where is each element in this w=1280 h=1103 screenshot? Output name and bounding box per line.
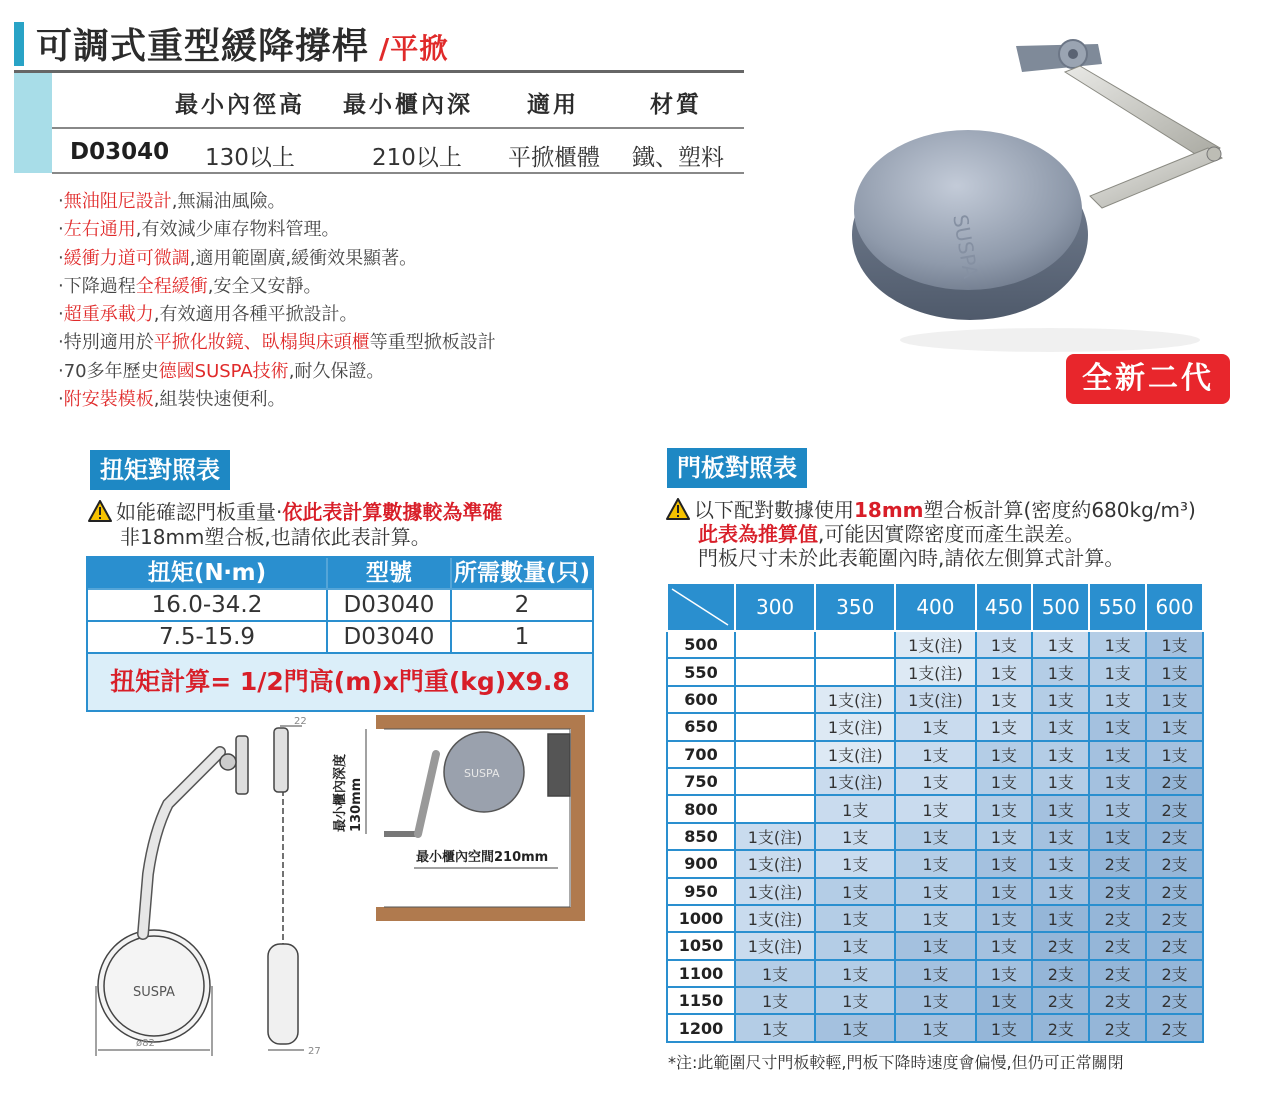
torque-col-torque: 扭矩(N‧m) bbox=[88, 558, 328, 590]
new-generation-badge: 全新二代 bbox=[1066, 354, 1230, 404]
door-cell: 1支 bbox=[976, 795, 1033, 822]
door-cell: 2支 bbox=[1032, 1014, 1089, 1041]
door-cell: 1支 bbox=[1089, 631, 1146, 658]
feature-item bbox=[58, 386, 678, 414]
feature-highlight: 左右通用 bbox=[63, 219, 136, 241]
feature-bullet: ‧ bbox=[58, 247, 64, 269]
door-cell: 1支 bbox=[735, 1014, 815, 1041]
spec-header-material: 材質 bbox=[650, 92, 702, 118]
door-cell: 1支 bbox=[735, 960, 815, 987]
door-cell: 1支 bbox=[895, 987, 975, 1014]
door-note-3: 門板尺寸未於此表範圍內時,請依左側算式計算。 bbox=[698, 546, 1125, 570]
title-subtitle: /平掀 bbox=[379, 32, 449, 65]
door-row-header: 1000 bbox=[667, 905, 735, 932]
door-cell: 2支 bbox=[1089, 960, 1146, 987]
door-cell: 1支(注) bbox=[735, 932, 815, 959]
table-row bbox=[88, 590, 592, 622]
title-text: 可調式重型緩降撐桿 bbox=[36, 26, 370, 67]
door-cell: 1支 bbox=[815, 823, 895, 850]
spec-header-min-depth: 最小櫃內深 bbox=[343, 92, 473, 118]
page-title bbox=[36, 18, 448, 69]
spec-min-depth: 210以上 bbox=[372, 145, 462, 171]
feature-item bbox=[58, 216, 678, 244]
door-cell: 1支(注) bbox=[895, 631, 975, 658]
door-cell: 1支 bbox=[1032, 768, 1089, 795]
door-cell: 1支 bbox=[976, 878, 1033, 905]
feature-highlight: 平掀化妝鏡、臥榻與床頭櫃 bbox=[153, 332, 370, 354]
torque-warn-text: 如能確認門板重量‧ bbox=[116, 500, 283, 524]
table-row bbox=[88, 622, 592, 654]
table-row bbox=[667, 713, 1203, 740]
door-cell: 2支 bbox=[1146, 905, 1203, 932]
dim-space: 最小櫃內空間210mm bbox=[416, 850, 549, 865]
door-cell: 1支(注) bbox=[895, 658, 975, 685]
feature-item bbox=[58, 358, 678, 386]
table-row bbox=[667, 1014, 1203, 1041]
door-cell: 1支 bbox=[895, 795, 975, 822]
door-cell: 2支 bbox=[1089, 850, 1146, 877]
feature-bullet: ‧ bbox=[58, 304, 64, 326]
door-cell: 1支 bbox=[895, 823, 975, 850]
spec-model: D03040 bbox=[70, 139, 170, 165]
door-cell: 1支 bbox=[895, 905, 975, 932]
door-note-2-red: 此表為推算值 bbox=[698, 522, 818, 546]
torque-section-label: 扭矩對照表 bbox=[90, 450, 230, 490]
door-cell: 1支 bbox=[815, 1014, 895, 1041]
torque-formula: 扭矩計算= 1/2門高(m)x門重(kg)X9.8 bbox=[88, 654, 592, 710]
door-section-label: 門板對照表 bbox=[667, 448, 807, 488]
header-rule bbox=[14, 70, 744, 73]
feature-text: ,有效適用各種平掀設計。 bbox=[153, 304, 358, 326]
door-cell: 1支 bbox=[1146, 658, 1203, 685]
door-cell: 1支 bbox=[976, 741, 1033, 768]
warning-icon bbox=[666, 498, 690, 520]
door-cell: 1支 bbox=[1032, 823, 1089, 850]
feature-item bbox=[58, 245, 678, 273]
door-row-header: 1050 bbox=[667, 932, 735, 959]
door-cell: 1支 bbox=[1032, 686, 1089, 713]
feature-bullet: ‧ bbox=[58, 275, 64, 297]
door-cell: 1支 bbox=[1032, 878, 1089, 905]
door-row-header: 800 bbox=[667, 795, 735, 822]
door-cell: 1支 bbox=[976, 850, 1033, 877]
door-row-header: 700 bbox=[667, 741, 735, 768]
door-cell: 2支 bbox=[1032, 960, 1089, 987]
door-cell: 2支 bbox=[1089, 1014, 1146, 1041]
door-cell: 1支 bbox=[976, 686, 1033, 713]
spec-rule-bottom bbox=[52, 172, 744, 174]
door-cell bbox=[735, 713, 815, 740]
feature-text: ,耐久保證。 bbox=[288, 360, 385, 382]
door-cell bbox=[735, 768, 815, 795]
door-table-header bbox=[667, 583, 1203, 631]
door-cell: 1支 bbox=[976, 658, 1033, 685]
door-cell bbox=[735, 658, 815, 685]
spec-header-usage: 適用 bbox=[527, 92, 579, 118]
door-row-header: 1150 bbox=[667, 987, 735, 1014]
door-cell: 1支 bbox=[1089, 686, 1146, 713]
feature-text: ,安全又安靜。 bbox=[207, 275, 322, 297]
door-cell: 1支 bbox=[1032, 905, 1089, 932]
door-cell: 1支 bbox=[1032, 658, 1089, 685]
feature-text: ,適用範圍廣,緩衝效果顯著。 bbox=[189, 247, 418, 269]
torque-warning bbox=[88, 500, 502, 550]
door-cell: 2支 bbox=[1089, 878, 1146, 905]
feature-text: ,無漏油風險。 bbox=[171, 191, 286, 212]
door-note-1: 以下配對數據使用 bbox=[694, 498, 854, 522]
door-cell: 1支 bbox=[815, 987, 895, 1014]
feature-highlight: 無油阻尼設計 bbox=[63, 191, 172, 212]
door-cell: 2支 bbox=[1089, 987, 1146, 1014]
feature-item bbox=[58, 329, 678, 357]
door-cell: 1支 bbox=[895, 932, 975, 959]
table-row bbox=[667, 905, 1203, 932]
door-cell: 2支 bbox=[1146, 932, 1203, 959]
table-row bbox=[667, 850, 1203, 877]
feature-text: ,組裝快速便利。 bbox=[153, 389, 286, 411]
door-col-header: 550 bbox=[1089, 583, 1146, 631]
feature-bullet: ‧ bbox=[58, 389, 64, 411]
product-photo bbox=[840, 30, 1260, 360]
table-row bbox=[667, 987, 1203, 1014]
door-cell: 1支 bbox=[1032, 631, 1089, 658]
door-cell: 1支 bbox=[895, 741, 975, 768]
dim-82: ø82 bbox=[136, 1038, 155, 1049]
door-cell: 1支 bbox=[976, 713, 1033, 740]
door-cell: 1支 bbox=[1089, 713, 1146, 740]
torque-model: D03040 bbox=[328, 622, 452, 654]
door-table-corner bbox=[667, 583, 735, 631]
torque-table-header bbox=[88, 558, 592, 590]
title-accent-bar bbox=[14, 22, 24, 66]
door-cell: 2支 bbox=[1146, 960, 1203, 987]
door-col-header: 350 bbox=[815, 583, 895, 631]
spec-min-height: 130以上 bbox=[205, 145, 295, 171]
door-cell: 1支(注) bbox=[815, 741, 895, 768]
door-cell: 1支 bbox=[1089, 741, 1146, 768]
door-cell bbox=[815, 658, 895, 685]
door-cell: 1支 bbox=[895, 713, 975, 740]
door-cell: 1支 bbox=[735, 987, 815, 1014]
door-cell: 2支 bbox=[1032, 932, 1089, 959]
feature-bullet: ‧ bbox=[58, 191, 64, 212]
drawing-brand-2: SUSPA bbox=[464, 767, 500, 780]
door-cell bbox=[815, 631, 895, 658]
dim-22: 22 bbox=[294, 716, 307, 727]
door-cell: 2支 bbox=[1146, 878, 1203, 905]
door-cell: 1支 bbox=[1089, 658, 1146, 685]
door-row-header: 900 bbox=[667, 850, 735, 877]
door-cell: 1支 bbox=[895, 768, 975, 795]
door-col-header: 300 bbox=[735, 583, 815, 631]
table-row bbox=[667, 878, 1203, 905]
door-col-header: 400 bbox=[895, 583, 975, 631]
torque-col-qty: 所需數量(只) bbox=[452, 558, 592, 590]
torque-table bbox=[86, 556, 594, 712]
table-row bbox=[667, 932, 1203, 959]
technical-drawing bbox=[88, 714, 588, 1064]
door-cell: 1支(注) bbox=[815, 686, 895, 713]
spec-header-min-height: 最小內徑高 bbox=[175, 92, 305, 118]
door-cell: 1支 bbox=[976, 631, 1033, 658]
door-cell: 1支 bbox=[976, 905, 1033, 932]
torque-range: 16.0-34.2 bbox=[88, 590, 328, 622]
door-cell: 1支 bbox=[1089, 823, 1146, 850]
door-cell: 1支 bbox=[976, 987, 1033, 1014]
door-cell: 1支 bbox=[895, 960, 975, 987]
door-cell: 1支 bbox=[815, 960, 895, 987]
door-cell: 1支 bbox=[815, 850, 895, 877]
door-cell: 1支 bbox=[1032, 850, 1089, 877]
door-cell: 2支 bbox=[1146, 850, 1203, 877]
door-cell: 1支 bbox=[1146, 741, 1203, 768]
door-cell: 1支 bbox=[1146, 631, 1203, 658]
feature-pre: 70多年歷史 bbox=[63, 360, 159, 382]
feature-highlight: 附安裝模板 bbox=[63, 389, 154, 411]
feature-highlight: 全程緩衝 bbox=[135, 275, 208, 297]
product-brand-emboss: SUSPA bbox=[948, 212, 983, 281]
door-cell: 1支 bbox=[976, 960, 1033, 987]
door-cell: 1支 bbox=[895, 878, 975, 905]
drawing-brand: SUSPA bbox=[133, 985, 175, 1000]
door-cell: 1支(注) bbox=[815, 713, 895, 740]
feature-list bbox=[58, 188, 678, 414]
feature-bullet: ‧ bbox=[58, 332, 64, 354]
door-cell: 1支(注) bbox=[735, 878, 815, 905]
door-cell: 2支 bbox=[1146, 987, 1203, 1014]
door-cell: 2支 bbox=[1146, 768, 1203, 795]
door-notes bbox=[666, 498, 1196, 570]
torque-col-model: 型號 bbox=[328, 558, 452, 590]
door-cell: 1支 bbox=[976, 932, 1033, 959]
door-cell: 1支 bbox=[1146, 686, 1203, 713]
door-note-1-post: 塑合板計算(密度約680kg/m³) bbox=[923, 498, 1196, 522]
spec-material: 鐵、塑料 bbox=[632, 145, 724, 171]
door-cell: 2支 bbox=[1089, 905, 1146, 932]
feature-text: 等重型掀板設計 bbox=[369, 332, 496, 354]
table-row bbox=[667, 658, 1203, 685]
door-cell bbox=[735, 741, 815, 768]
feature-item bbox=[58, 188, 678, 216]
dim-27: 27 bbox=[308, 1046, 321, 1057]
door-row-header: 550 bbox=[667, 658, 735, 685]
door-cell: 2支 bbox=[1032, 987, 1089, 1014]
feature-item bbox=[58, 301, 678, 329]
feature-bullet: ‧ bbox=[58, 360, 64, 382]
door-col-header: 450 bbox=[976, 583, 1033, 631]
torque-qty: 1 bbox=[452, 622, 592, 654]
door-table-footnote: *注:此範圍尺寸門板較輕,門板下降時速度會偏慢,但仍可正常關閉 bbox=[668, 1053, 1124, 1072]
torque-warn-red: 依此表計算數據較為準確 bbox=[282, 500, 503, 524]
door-cell: 2支 bbox=[1146, 823, 1203, 850]
door-note-2: ,可能因實際密度而產生誤差。 bbox=[818, 522, 1085, 546]
torque-warn-line2: 非18mm塑合板,也請依此表計算。 bbox=[120, 525, 431, 549]
door-note-1-red: 18mm bbox=[854, 498, 924, 522]
door-cell: 1支(注) bbox=[735, 905, 815, 932]
feature-text: ,有效減少庫存物料管理。 bbox=[135, 219, 340, 241]
door-row-header: 650 bbox=[667, 713, 735, 740]
door-row-header: 600 bbox=[667, 686, 735, 713]
spec-usage: 平掀櫃體 bbox=[508, 145, 600, 171]
table-row bbox=[667, 960, 1203, 987]
door-row-header: 1200 bbox=[667, 1014, 735, 1041]
door-cell: 1支 bbox=[976, 768, 1033, 795]
feature-pre: 特別適用於 bbox=[63, 332, 154, 354]
torque-range: 7.5-15.9 bbox=[88, 622, 328, 654]
table-row bbox=[667, 741, 1203, 768]
door-cell: 2支 bbox=[1089, 932, 1146, 959]
table-row bbox=[667, 768, 1203, 795]
door-col-header: 600 bbox=[1146, 583, 1203, 631]
door-cell: 1支(注) bbox=[735, 823, 815, 850]
feature-item bbox=[58, 273, 678, 301]
door-cell: 1支 bbox=[815, 795, 895, 822]
torque-qty: 2 bbox=[452, 590, 592, 622]
door-cell: 1支 bbox=[815, 905, 895, 932]
feature-highlight: 超重承載力 bbox=[63, 304, 154, 326]
door-cell: 1支 bbox=[976, 1014, 1033, 1041]
torque-model: D03040 bbox=[328, 590, 452, 622]
feature-bullet: ‧ bbox=[58, 219, 64, 241]
door-row-header: 500 bbox=[667, 631, 735, 658]
feature-highlight: 緩衝力道可微調 bbox=[63, 247, 190, 269]
feature-pre: 下降過程 bbox=[63, 275, 136, 297]
door-cell: 1支 bbox=[895, 1014, 975, 1041]
door-cell: 1支(注) bbox=[895, 686, 975, 713]
dim-depth-value: 130mm bbox=[349, 777, 364, 832]
door-cell: 1支 bbox=[815, 932, 895, 959]
door-table bbox=[666, 582, 1204, 1043]
door-row-header: 750 bbox=[667, 768, 735, 795]
door-row-header: 850 bbox=[667, 823, 735, 850]
door-col-header: 500 bbox=[1032, 583, 1089, 631]
door-cell bbox=[735, 686, 815, 713]
door-cell: 1支(注) bbox=[735, 850, 815, 877]
door-cell: 1支 bbox=[1032, 795, 1089, 822]
feature-highlight: 德國SUSPA技術 bbox=[158, 360, 289, 382]
spec-rule bbox=[52, 127, 744, 129]
door-cell: 1支 bbox=[815, 878, 895, 905]
door-cell bbox=[735, 795, 815, 822]
door-cell: 1支 bbox=[895, 850, 975, 877]
table-row bbox=[667, 795, 1203, 822]
door-row-header: 1100 bbox=[667, 960, 735, 987]
table-row bbox=[667, 823, 1203, 850]
door-cell: 1支 bbox=[1032, 741, 1089, 768]
door-cell: 1支 bbox=[976, 823, 1033, 850]
door-cell bbox=[735, 631, 815, 658]
spec-side-block bbox=[14, 73, 52, 173]
door-cell: 2支 bbox=[1146, 795, 1203, 822]
table-row bbox=[667, 686, 1203, 713]
table-row bbox=[667, 631, 1203, 658]
dim-depth-label: 最小櫃內深度 bbox=[333, 753, 348, 832]
door-cell: 1支 bbox=[1089, 795, 1146, 822]
door-cell: 1支 bbox=[1089, 768, 1146, 795]
warning-icon bbox=[88, 500, 112, 522]
door-row-header: 950 bbox=[667, 878, 735, 905]
door-cell: 1支(注) bbox=[815, 768, 895, 795]
door-cell: 1支 bbox=[1032, 713, 1089, 740]
door-cell: 1支 bbox=[1146, 713, 1203, 740]
door-cell: 2支 bbox=[1146, 1014, 1203, 1041]
